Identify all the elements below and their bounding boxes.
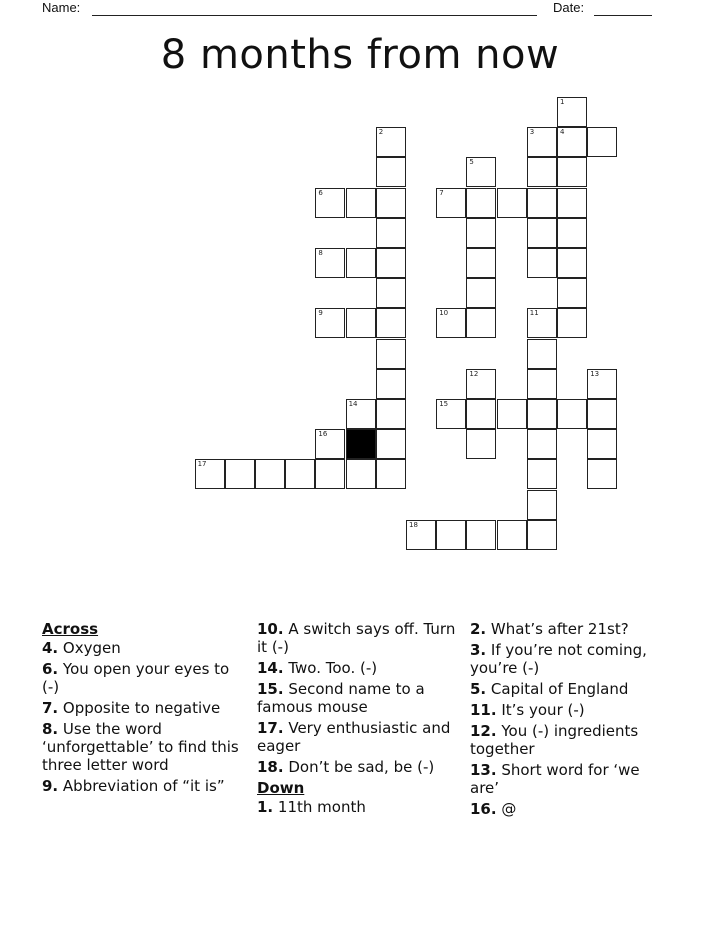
grid-cell[interactable] xyxy=(466,429,496,459)
clue-text: It’s your (-) xyxy=(496,701,585,719)
clue-text: You (-) ingredients together xyxy=(470,722,639,758)
clue-number: 1. xyxy=(257,798,274,816)
cell-number: 3 xyxy=(529,128,535,137)
clue-column-2 xyxy=(257,620,457,819)
grid-cell[interactable] xyxy=(466,157,496,187)
grid-cell[interactable] xyxy=(527,248,557,278)
grid-cell[interactable] xyxy=(376,157,406,187)
clue-number: 8. xyxy=(42,720,59,738)
grid-cell[interactable] xyxy=(557,248,587,278)
grid-cell[interactable] xyxy=(466,399,496,429)
cell-number: 13 xyxy=(590,369,600,378)
clue-text: Abbreviation of “it is” xyxy=(58,777,225,795)
clue-number: 18. xyxy=(257,758,284,776)
clue-text: Short word for ‘we are’ xyxy=(470,761,640,797)
grid-cell[interactable] xyxy=(466,218,496,248)
grid-cell[interactable] xyxy=(346,459,376,489)
date-label: Date: xyxy=(553,0,585,15)
black-cell xyxy=(346,429,376,459)
grid-cell[interactable] xyxy=(466,248,496,278)
clue-text: What’s after 21st? xyxy=(486,620,629,638)
clue-number: 15. xyxy=(257,680,284,698)
grid-cell[interactable] xyxy=(557,127,587,157)
grid-cell[interactable] xyxy=(436,308,466,338)
cell-number: 10 xyxy=(439,309,449,318)
clue-item xyxy=(257,659,457,677)
grid-cell[interactable] xyxy=(497,399,527,429)
grid-cell[interactable] xyxy=(436,188,466,218)
grid-cell[interactable] xyxy=(527,429,557,459)
grid-cell[interactable] xyxy=(527,369,557,399)
grid-cell[interactable] xyxy=(557,399,587,429)
cell-number: 18 xyxy=(409,520,418,529)
grid-cell[interactable] xyxy=(466,520,496,550)
cell-number: 1 xyxy=(560,98,565,106)
clue-text: 11th month xyxy=(273,798,366,816)
clue-number: 6. xyxy=(42,660,59,678)
grid-cell[interactable] xyxy=(497,520,527,550)
clue-item xyxy=(470,620,670,638)
clue-text: Second name to a famous mouse xyxy=(257,680,425,716)
grid-cell[interactable] xyxy=(466,308,496,338)
grid-cell[interactable] xyxy=(587,459,617,489)
clue-text: If you’re not coming, you’re (-) xyxy=(470,641,647,677)
cell-number: 5 xyxy=(469,158,474,167)
clue-item xyxy=(257,680,457,716)
cell-number: 14 xyxy=(348,400,358,408)
grid-cell[interactable] xyxy=(406,520,436,550)
grid-cell[interactable] xyxy=(587,429,617,459)
grid-cell[interactable] xyxy=(557,97,587,127)
grid-cell[interactable] xyxy=(376,127,406,157)
grid-cell[interactable] xyxy=(557,188,587,218)
clue-number: 11. xyxy=(470,701,497,719)
clue-number: 16. xyxy=(470,800,497,818)
grid-cell[interactable] xyxy=(527,339,557,369)
clue-number: 13. xyxy=(470,761,497,779)
cell-number: 2 xyxy=(378,128,384,137)
grid-cell[interactable] xyxy=(376,218,406,248)
clue-item xyxy=(470,761,670,797)
cell-number: 11 xyxy=(529,309,539,318)
grid-cell[interactable] xyxy=(315,308,345,338)
across-heading: Across xyxy=(42,620,99,638)
clue-number: 9. xyxy=(42,777,59,795)
down-heading: Down xyxy=(257,779,305,797)
grid-cell[interactable] xyxy=(527,157,557,187)
grid-cell[interactable] xyxy=(527,188,557,218)
grid-cell[interactable] xyxy=(527,218,557,248)
cell-number: 4 xyxy=(560,128,565,137)
grid-cell[interactable] xyxy=(527,127,557,157)
cell-number: 12 xyxy=(469,369,479,378)
grid-cell[interactable] xyxy=(376,278,406,308)
clue-item xyxy=(42,720,242,774)
clue-item xyxy=(42,660,242,696)
grid-cell[interactable] xyxy=(255,459,285,489)
cell-number: 9 xyxy=(318,309,323,318)
clue-column-3 xyxy=(470,620,670,821)
grid-cell[interactable] xyxy=(376,248,406,278)
grid-cell[interactable] xyxy=(527,490,557,520)
grid-cell[interactable] xyxy=(346,248,376,278)
grid-cell[interactable] xyxy=(315,429,345,459)
clue-item xyxy=(257,719,457,755)
grid-cell[interactable] xyxy=(346,308,376,338)
grid-cell[interactable] xyxy=(376,188,406,218)
grid-cell[interactable] xyxy=(527,308,557,338)
clue-number: 3. xyxy=(470,641,487,659)
cell-number: 6 xyxy=(318,188,323,197)
grid-cell[interactable] xyxy=(285,459,315,489)
grid-cell[interactable] xyxy=(376,399,406,429)
name-label: Name: xyxy=(42,0,81,15)
clue-number: 4. xyxy=(42,639,59,657)
clue-item xyxy=(470,641,670,677)
grid-cell[interactable] xyxy=(376,369,406,399)
grid-cell[interactable] xyxy=(346,399,376,429)
cell-number: 17 xyxy=(197,460,207,469)
grid-cell[interactable] xyxy=(225,459,255,489)
grid-cell[interactable] xyxy=(376,308,406,338)
clue-item xyxy=(257,758,457,776)
grid-cell[interactable] xyxy=(557,218,587,248)
cell-number: 8 xyxy=(318,249,323,257)
clue-item xyxy=(470,722,670,758)
grid-cell[interactable] xyxy=(466,369,496,399)
clue-text: Capital of England xyxy=(486,680,629,698)
grid-cell[interactable] xyxy=(527,459,557,489)
grid-cell[interactable] xyxy=(557,157,587,187)
grid-cell[interactable] xyxy=(466,188,496,218)
cell-number: 7 xyxy=(439,188,444,197)
grid-cell[interactable] xyxy=(527,399,557,429)
clue-column-1 xyxy=(42,620,242,798)
clue-item xyxy=(470,800,670,818)
clue-number: 2. xyxy=(470,620,487,638)
clue-text: Don’t be sad, be (-) xyxy=(283,758,435,776)
clue-number: 17. xyxy=(257,719,284,737)
grid-cell[interactable] xyxy=(315,248,345,278)
clue-number: 10. xyxy=(257,620,284,638)
grid-cell[interactable] xyxy=(436,399,466,429)
grid-cell[interactable] xyxy=(497,188,527,218)
clue-item xyxy=(470,701,670,719)
clue-item xyxy=(42,777,242,795)
clue-number: 5. xyxy=(470,680,487,698)
clue-item xyxy=(42,639,242,657)
grid-cell[interactable] xyxy=(376,339,406,369)
clue-text: You open your eyes to (-) xyxy=(42,660,230,696)
grid-cell[interactable] xyxy=(195,459,225,489)
clue-number: 12. xyxy=(470,722,497,740)
clue-item xyxy=(257,798,457,816)
grid-cell[interactable] xyxy=(587,399,617,429)
grid-cell[interactable] xyxy=(587,369,617,399)
grid-cell[interactable] xyxy=(315,188,345,218)
clue-text: Use the word ‘unforgettable’ to find this three letter word xyxy=(42,720,239,774)
grid-cell[interactable] xyxy=(527,520,557,550)
grid-cell[interactable] xyxy=(315,459,345,489)
clue-text: @ xyxy=(496,800,517,818)
cell-number: 16 xyxy=(318,430,328,439)
clue-number: 14. xyxy=(257,659,284,677)
clue-text: Opposite to negative xyxy=(58,699,221,717)
grid-cell[interactable] xyxy=(466,278,496,308)
clue-item xyxy=(470,680,670,698)
grid-cell[interactable] xyxy=(587,127,617,157)
clue-text: Two. Too. (-) xyxy=(283,659,378,677)
clue-text: A switch says off. Turn it (-) xyxy=(257,620,456,656)
grid-cell[interactable] xyxy=(557,308,587,338)
clue-text: Oxygen xyxy=(58,639,121,657)
grid-cell[interactable] xyxy=(376,429,406,459)
grid-cell[interactable] xyxy=(346,188,376,218)
clue-number: 7. xyxy=(42,699,59,717)
grid-cell[interactable] xyxy=(436,520,466,550)
clue-text: Very enthusiastic and eager xyxy=(257,719,451,755)
cell-number: 15 xyxy=(439,400,449,408)
page-title: 8 months from now xyxy=(160,32,560,78)
grid-cell[interactable] xyxy=(376,459,406,489)
clue-item xyxy=(257,620,457,656)
grid-cell[interactable] xyxy=(557,278,587,308)
clue-item xyxy=(42,699,242,717)
